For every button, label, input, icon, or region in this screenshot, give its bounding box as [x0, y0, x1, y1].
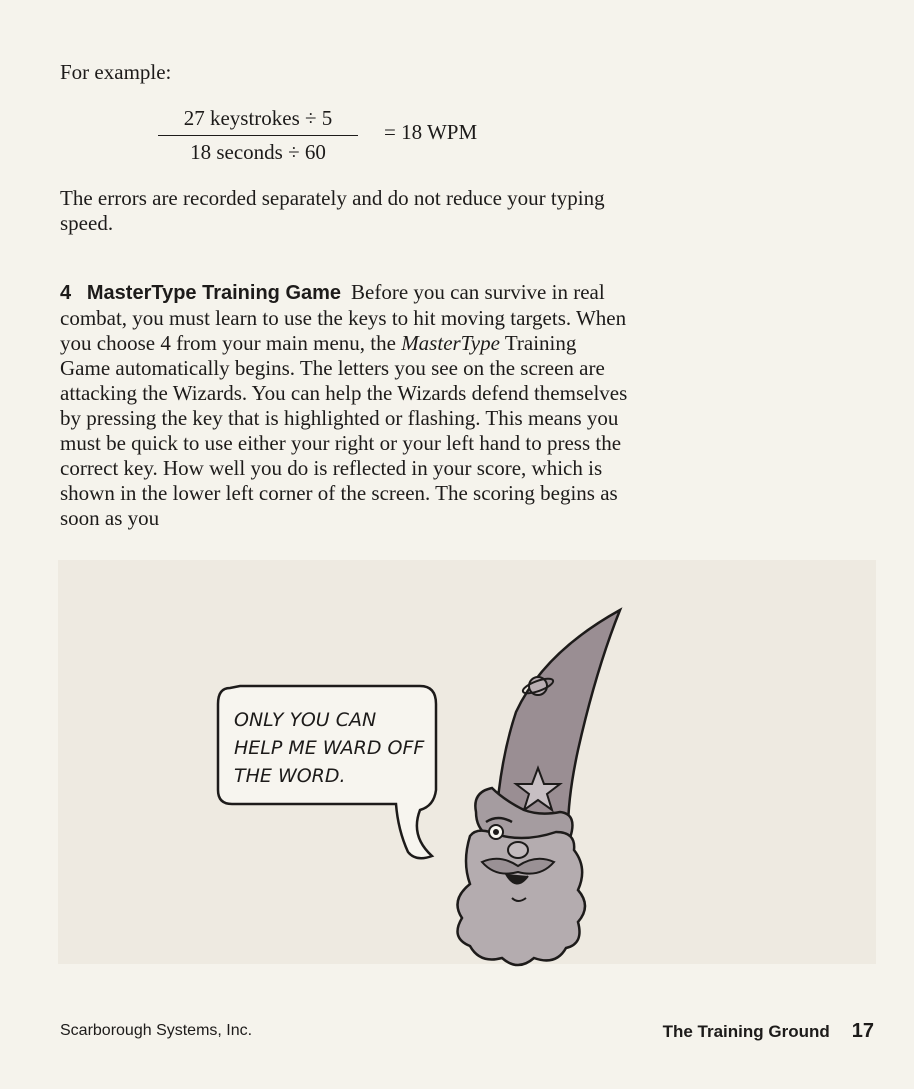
section-number: 4 [60, 282, 72, 304]
footer-right [663, 1020, 874, 1043]
bubble-line-3: THE WORD. [234, 765, 346, 787]
section-text-a: Before you can survive in real combat, you must learn to use the keys to hit moving targets. When you choose 4 from your main menu, the [60, 280, 627, 355]
footer-chapter: The Training Ground [662, 1022, 830, 1041]
fraction-denominator: 18 seconds ÷ 60 [190, 140, 326, 164]
wpm-fraction [158, 106, 358, 165]
section-title: MasterType Training Game [86, 282, 342, 304]
section-paragraph [60, 280, 630, 531]
section-text-italic: MasterType [401, 331, 500, 355]
footer-publisher: Scarborough Systems, Inc. [60, 1022, 253, 1039]
wizard-illustration [200, 600, 640, 980]
errors-note: The errors are recorded separately and do not reduce your typing speed. [60, 186, 605, 235]
fraction-result: = 18 WPM [384, 120, 478, 144]
intro-text: For example: [60, 60, 172, 84]
fraction-numerator: 27 keystrokes ÷ 5 [183, 106, 333, 130]
pupil [493, 829, 499, 835]
nose [508, 842, 528, 858]
bubble-line-2: HELP ME WARD OFF [234, 737, 425, 759]
section-text-b: Training Game automatically begins. The letters you see on the screen are attacking the Wizards. You can help the Wizards defend themselves by pressing the key that is highlighted or flashing. This means you must be quick to use either your right or your left hand to press the correct key. How well you do is reflected in your score, which is shown in the lower left corner of the screen. The scoring begins as soon as you [60, 331, 628, 530]
wizard-hat [496, 610, 620, 833]
page-number: 17 [851, 1020, 874, 1042]
bubble-line-1: ONLY YOU CAN [234, 709, 377, 731]
